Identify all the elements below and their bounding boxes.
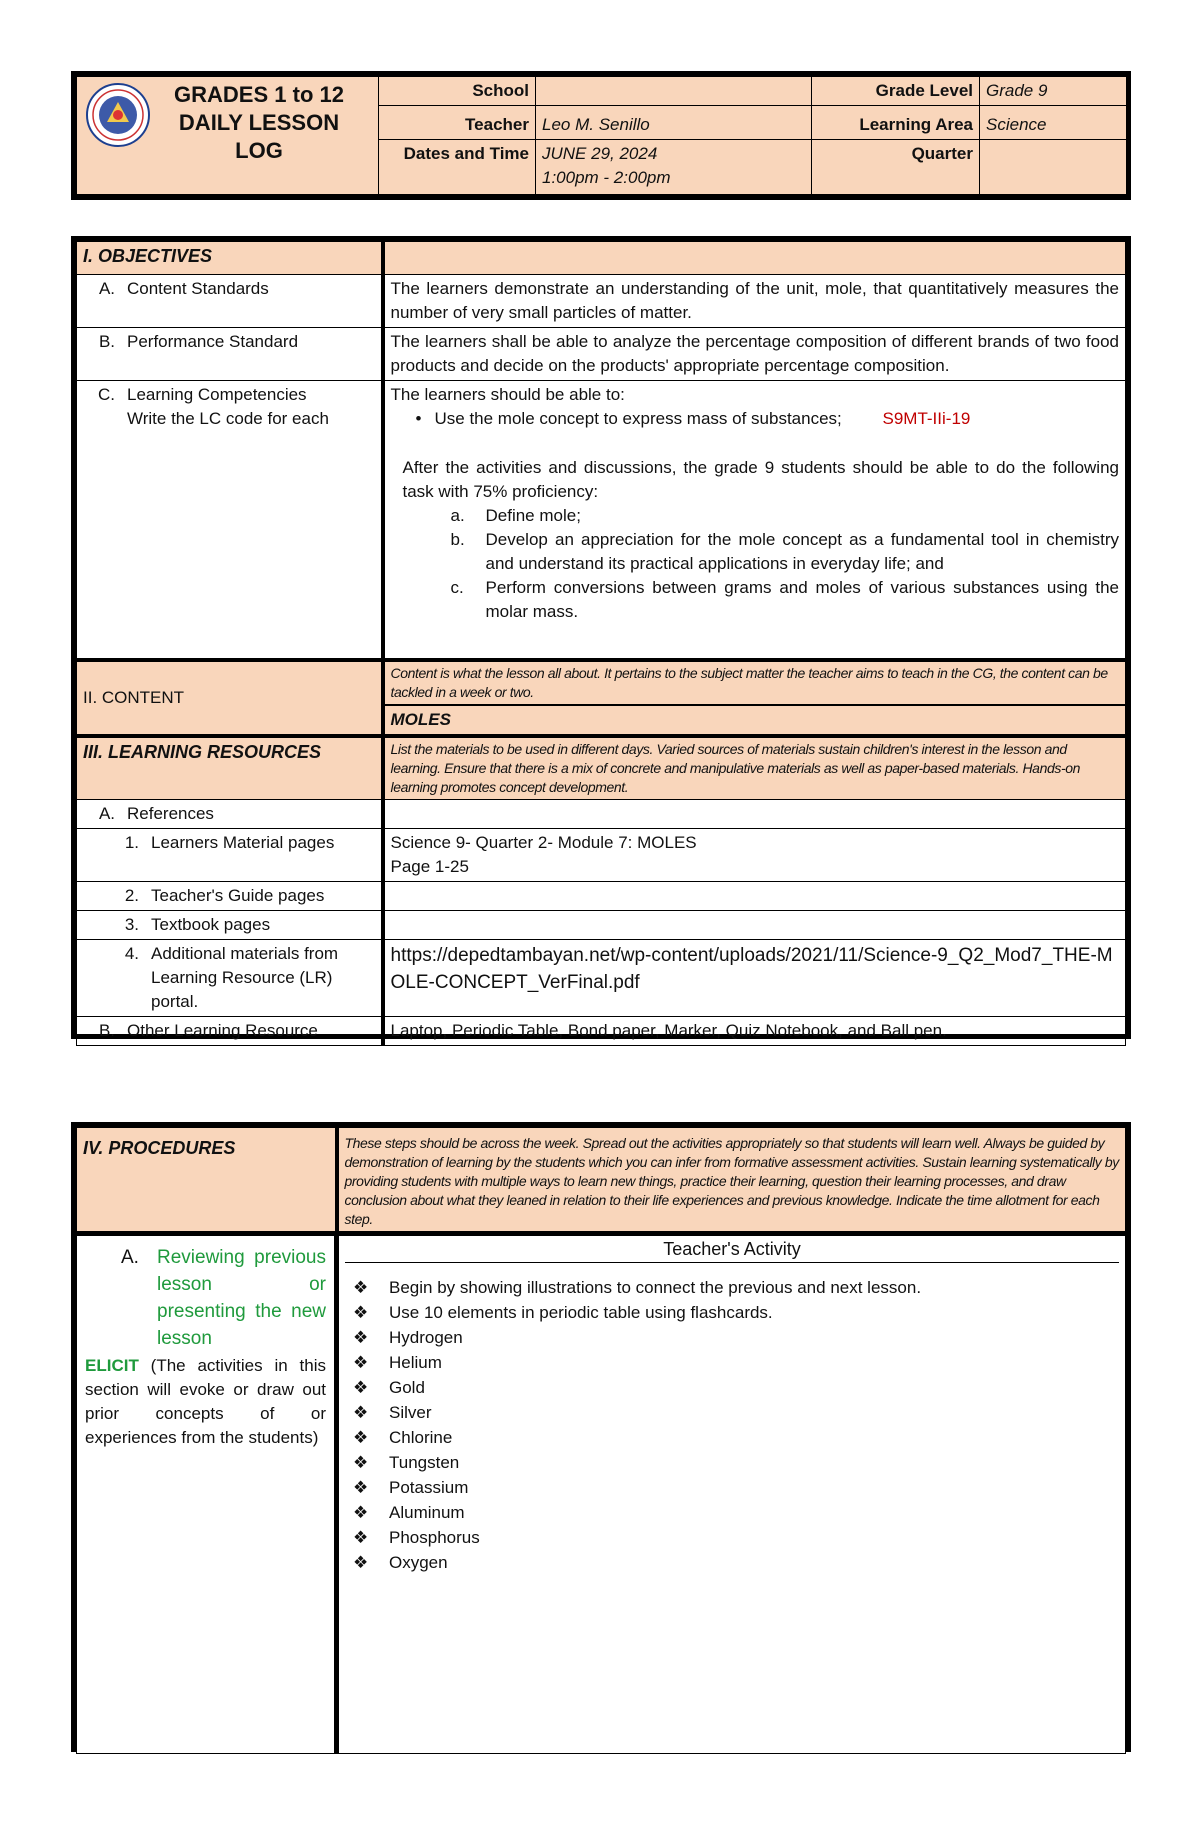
learning-competencies-label — [77, 381, 383, 660]
teachers-guide-value — [383, 881, 1126, 910]
activity-item: ❖ Gold — [345, 1375, 1119, 1400]
diamond-bullet-icon: ❖ — [353, 1278, 369, 1297]
teacher-activity-cell — [337, 1234, 1126, 1754]
elicit-text: (The activities in this section will evoke or draw out prior concepts of or experiences from the students) — [85, 1356, 326, 1447]
diamond-bullet-icon: ❖ — [353, 1328, 369, 1347]
performance-standard-text: The learners shall be able to analyze the percentage composition of different brands of two food products and decide on the products' appropriate percentage composition. — [383, 328, 1126, 381]
competency-bullet — [391, 407, 1120, 431]
elicit-label: ELICIT — [85, 1356, 139, 1375]
activity-item: ❖ Begin by showing illustrations to connect the previous and next lesson. — [345, 1275, 1119, 1300]
competencies-intro: The learners should be able to: — [390, 385, 625, 404]
performance-standard-label — [77, 328, 383, 381]
dates-field[interactable] — [536, 140, 812, 195]
diamond-bullet-icon: ❖ — [353, 1428, 369, 1447]
elicit-description — [85, 1354, 326, 1450]
activity-item: ❖ Potassium — [345, 1475, 1119, 1500]
header-block — [71, 71, 1131, 200]
other-resource-label: B. Other Learning Resource — [77, 1016, 383, 1045]
diamond-bullet-icon: ❖ — [353, 1478, 369, 1497]
diamond-bullet-icon: ❖ — [353, 1353, 369, 1372]
references-field — [383, 799, 1126, 828]
learning-area-label: Learning Area — [812, 106, 980, 140]
objective-item: c. Perform conversions between grams and moles of various substances using the molar mass. — [450, 578, 1119, 621]
teacher-field[interactable]: Leo M. Senillo — [536, 106, 812, 140]
diamond-bullet-icon: ❖ — [353, 1503, 369, 1522]
activity-item: ❖ Phosphorus — [345, 1525, 1119, 1550]
activity-item: ❖ Tungsten — [345, 1450, 1119, 1475]
teachers-guide-label: 2. Teacher's Guide pages — [77, 881, 383, 910]
resources-note: List the materials to be used in different days. Varied sources of materials sustain children's interest in the lesson and learning. Ensure that there is a mix of concrete and manipulative materials as well as paper-based materials. Hands-on learning promotes concept development. — [383, 736, 1126, 800]
performance-standard-num: B. — [98, 332, 115, 351]
teacher-label: Teacher — [379, 106, 536, 140]
review-lesson-cell — [77, 1234, 337, 1754]
objectives-heading-fill — [383, 242, 1126, 275]
textbook-value — [383, 910, 1126, 939]
deped-seal-icon — [85, 82, 151, 148]
content-standards-title: Content Standards — [127, 279, 269, 298]
date-value: JUNE 29, 2024 — [542, 144, 658, 163]
competency-bullet-text: Use the mole concept to express mass of substances; — [434, 409, 842, 428]
review-lesson-heading: A. Reviewing previous lesson or presenting the new lesson — [85, 1244, 326, 1352]
procedures-note: These steps should be across the week. Spread out the activities appropriately so that students will learn well. Always be guided by demonstration of learning by the students which you can infer from formative assessment activities. Sustain learning systematically by providing students with multiple ways to learn new things, practice their learning, question their learning processes, and draw conclusion about what they leaned in relation to their life experiences and previous knowledge. Indicate the time allotment for each step. — [337, 1128, 1126, 1234]
content-topic: MOLES — [383, 705, 1126, 736]
form-title-line1: GRADES 1 to 12 — [174, 82, 344, 107]
competencies-objective-list — [391, 504, 1120, 624]
quarter-field[interactable] — [980, 140, 1127, 195]
diamond-bullet-icon: ❖ — [353, 1528, 369, 1547]
objectives-block — [71, 236, 1131, 1039]
learning-competencies-num: C. — [98, 385, 115, 404]
bullet-dot-icon: • — [415, 409, 422, 428]
quarter-label: Quarter — [812, 140, 980, 195]
objective-item: a. Define mole; — [450, 506, 581, 525]
diamond-bullet-icon: ❖ — [353, 1303, 369, 1322]
learning-competencies-title: Learning Competencies — [127, 385, 307, 404]
textbook-label: 3. Textbook pages — [77, 910, 383, 939]
content-heading: II. CONTENT — [77, 660, 383, 736]
dates-label: Dates and Time — [379, 140, 536, 195]
content-standards-text: The learners demonstrate an understanding of the unit, mole, that quantitatively measures the number of very small particles of matter. — [383, 275, 1126, 328]
grade-level-label: Grade Level — [812, 77, 980, 106]
objectives-heading: I. OBJECTIVES — [77, 242, 383, 275]
learners-material-value: Science 9- Quarter 2- Module 7: MOLES Page 1-25 — [383, 828, 1126, 881]
activity-item: ❖ Hydrogen — [345, 1325, 1119, 1350]
grade-level-field[interactable]: Grade 9 — [980, 77, 1127, 106]
diamond-bullet-icon: ❖ — [353, 1553, 369, 1572]
competencies-after-text: After the activities and discussions, the grade 9 students should be able to do the following task with 75% proficiency: — [402, 458, 1119, 501]
activity-item: ❖ Silver — [345, 1400, 1119, 1425]
competency-code: S9MT-IIi-19 — [882, 409, 971, 428]
activity-item: ❖ Helium — [345, 1350, 1119, 1375]
content-standards-label — [77, 275, 383, 328]
activity-item: ❖ Oxygen — [345, 1550, 1119, 1575]
activity-item: ❖ Use 10 elements in periodic table using flashcards. — [345, 1300, 1119, 1325]
activity-item: ❖ Aluminum — [345, 1500, 1119, 1525]
references-label: A. References — [77, 799, 383, 828]
review-lesson-title: Reviewing previous lesson or presenting the new lesson — [157, 1247, 326, 1349]
activity-item: ❖ Chlorine — [345, 1425, 1119, 1450]
activity-list — [345, 1275, 1119, 1575]
resources-heading: III. LEARNING RESOURCES — [77, 736, 383, 800]
procedures-block — [71, 1122, 1131, 1752]
school-field[interactable] — [536, 77, 812, 106]
time-value: 1:00pm - 2:00pm — [542, 168, 671, 187]
diamond-bullet-icon: ❖ — [353, 1378, 369, 1397]
learning-competencies-cell — [383, 381, 1126, 660]
other-resource-value: Laptop, Periodic Table, Bond paper, Marker, Quiz Notebook, and Ball pen. — [383, 1016, 1126, 1045]
learners-material-label: 1. Learners Material pages — [77, 828, 383, 881]
content-note: Content is what the lesson all about. It pertains to the subject matter the teacher aims to teach in the CG, the content can be tackled in a week or two. — [383, 660, 1126, 705]
diamond-bullet-icon: ❖ — [353, 1453, 369, 1472]
learning-competencies-sublabel: Write the LC code for each — [127, 409, 329, 428]
content-standards-num: A. — [98, 279, 115, 298]
performance-standard-title: Performance Standard — [127, 332, 299, 351]
form-title-line2: DAILY LESSON LOG — [178, 110, 340, 163]
diamond-bullet-icon: ❖ — [353, 1403, 369, 1422]
objective-item: b. Develop an appreciation for the mole concept as a fundamental tool in chemistry and understand its practical applications in everyday life; and — [450, 530, 1119, 573]
teacher-activity-heading: Teacher's Activity — [345, 1236, 1119, 1263]
procedures-heading: IV. PROCEDURES — [77, 1128, 337, 1234]
learning-area-field[interactable]: Science — [980, 106, 1127, 140]
lr-portal-label: 4. Additional materials from Learning Resource (LR) portal. — [77, 939, 383, 1016]
school-label: School — [379, 77, 536, 106]
lr-portal-link[interactable]: https://depedtambayan.net/wp-content/uploads/2021/11/Science-9_Q2_Mod7_THE-MOLE-CONCEPT_VerFinal.pdf — [383, 939, 1126, 1016]
